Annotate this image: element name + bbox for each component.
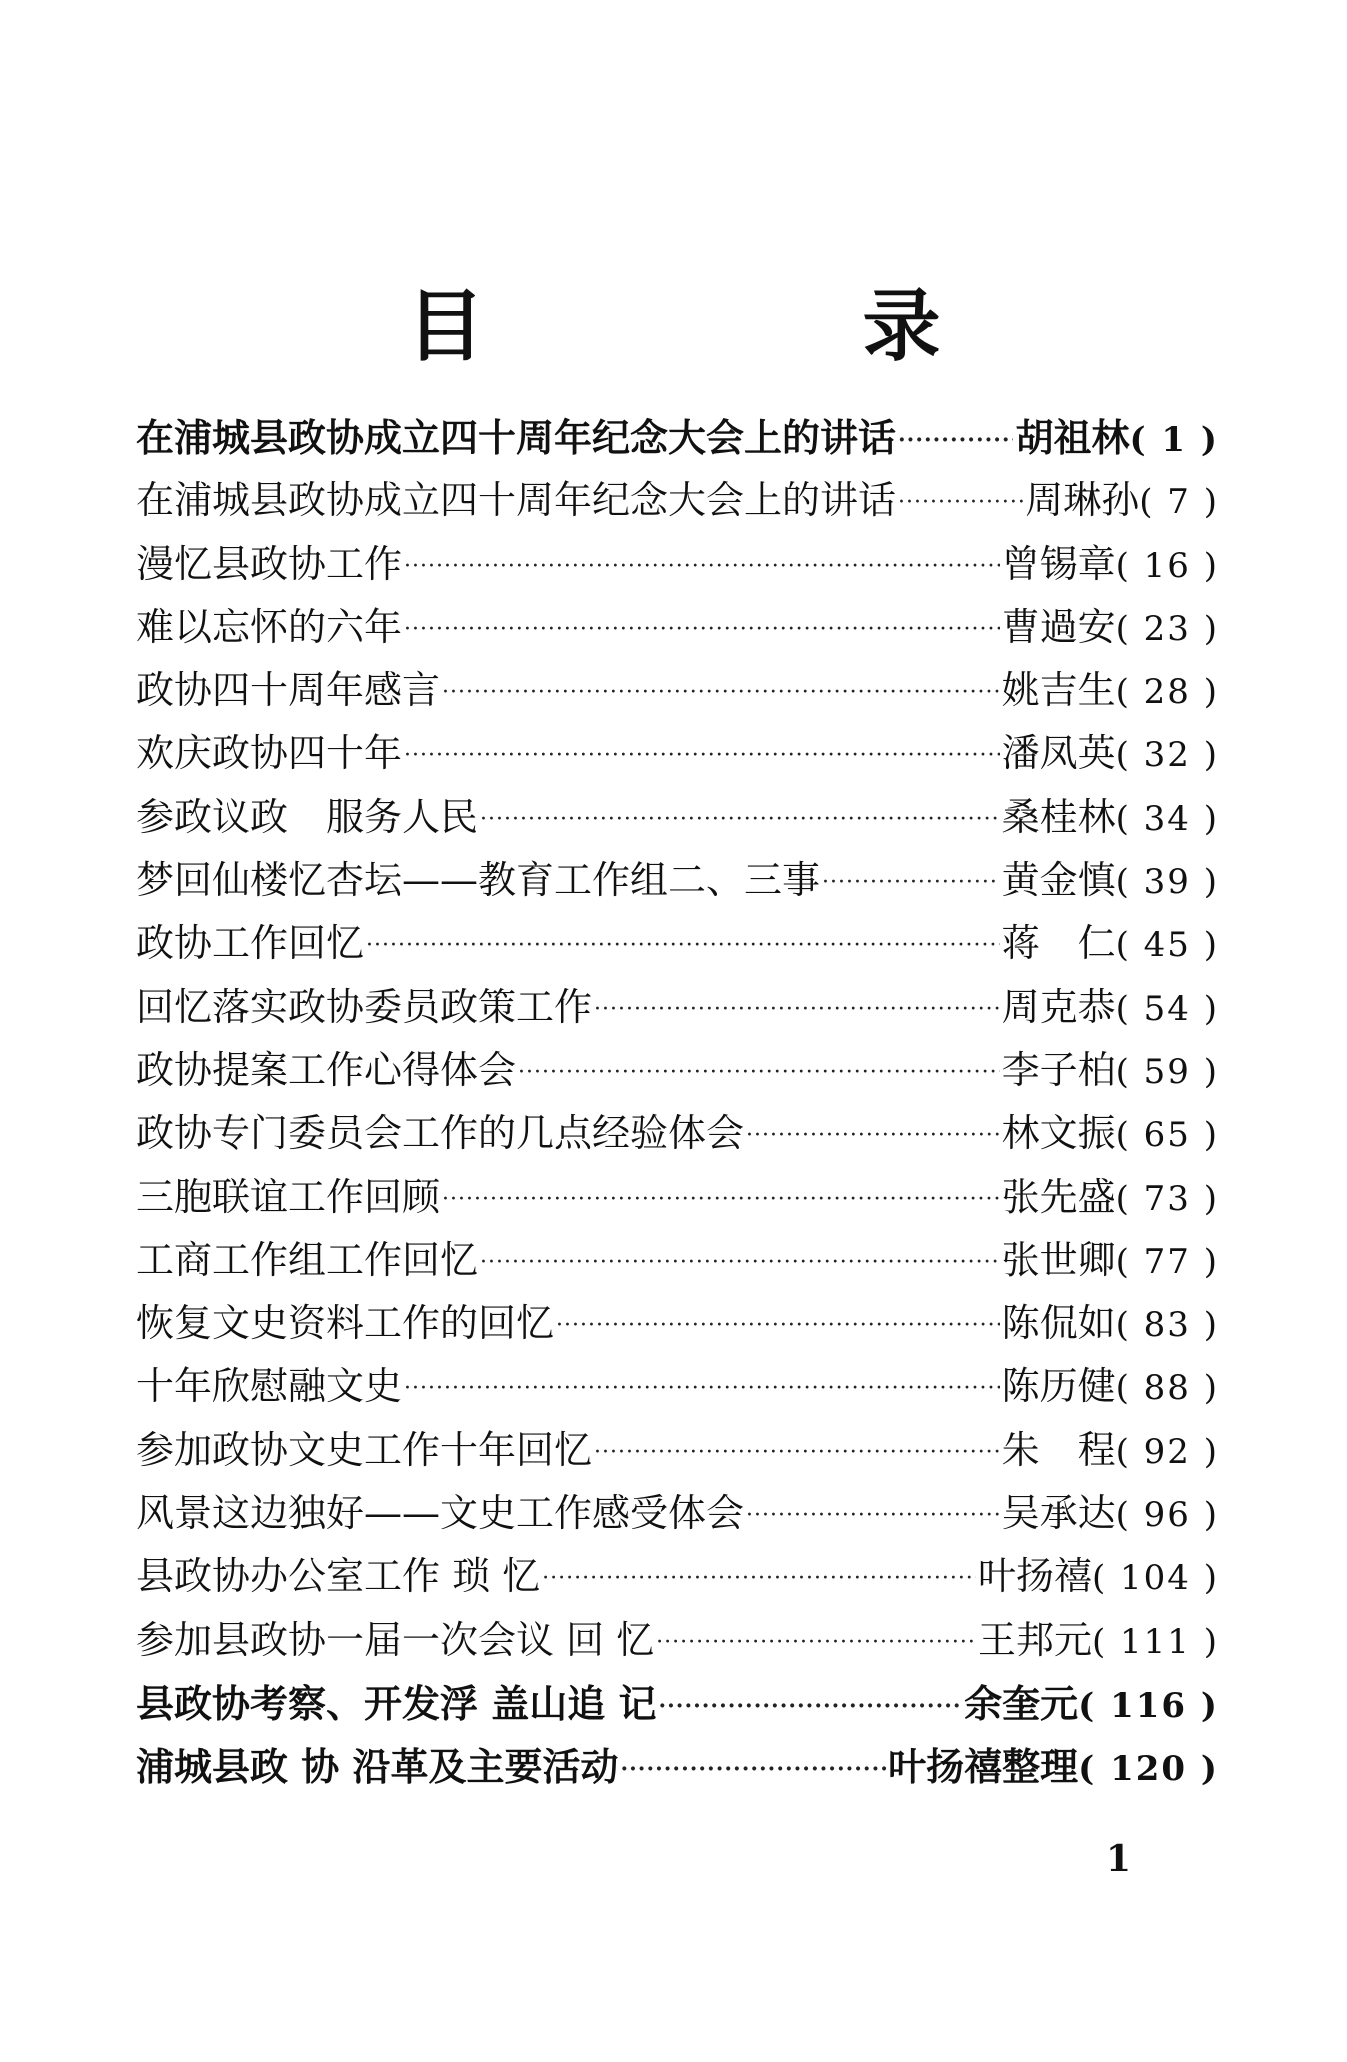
toc-entry <box>136 912 1219 975</box>
toc-entry-page: ( 96 ) <box>1115 1495 1219 1536</box>
toc-entry <box>136 659 1219 722</box>
toc-entry <box>136 1292 1219 1355</box>
page-title: 目 录 <box>406 282 1091 373</box>
toc-entry-title: 漫忆县政协工作 <box>136 541 403 586</box>
toc-entry-author: 余奎元 <box>964 1680 1079 1726</box>
toc-entry <box>136 976 1219 1039</box>
toc-entry-author: 王邦元 <box>977 1617 1092 1662</box>
toc-entry-title: 三胞联谊工作回顾 <box>136 1174 441 1219</box>
toc-entry-author: 潘凤英 <box>1001 731 1116 776</box>
toc-entry-author: 曾锡章 <box>1001 541 1116 586</box>
page-number: 1 <box>1106 1838 1132 1880</box>
toc-entry-title: 风景这边独好——文史工作感受体会 <box>136 1491 745 1536</box>
toc-entry-title: 县政协考察、开发浮 盖山追 记 <box>136 1680 657 1726</box>
toc-entry <box>136 1545 1219 1608</box>
toc-entry-author: 陈历健 <box>1001 1364 1116 1409</box>
toc-dot-leader <box>404 718 1000 787</box>
toc-entry <box>136 469 1219 532</box>
toc-entry-author: 朱 程 <box>1001 1427 1116 1472</box>
toc-entry-title: 回忆落实政协委员政策工作 <box>136 984 593 1029</box>
toc-entry <box>136 849 1219 912</box>
toc-entry-page: ( 111 ) <box>1091 1621 1219 1662</box>
toc-entry-author: 林文振 <box>1001 1111 1116 1156</box>
toc-entry <box>136 1355 1219 1418</box>
toc-entry-page: ( 32 ) <box>1115 735 1219 776</box>
toc-entry-page: ( 116 ) <box>1078 1685 1219 1726</box>
toc-entry <box>136 722 1219 785</box>
toc-entry-author: 李子柏 <box>1001 1047 1116 1092</box>
toc-entry-author: 吴承达 <box>1001 1491 1116 1536</box>
toc-entry-author: 叶扬禧整理 <box>888 1744 1079 1790</box>
toc-entry-title: 政协专门委员会工作的几点经验体会 <box>136 1111 745 1156</box>
toc-entry-title: 参政议政 服务人民 <box>136 794 479 839</box>
toc-entry-page: ( 83 ) <box>1115 1305 1219 1346</box>
toc-dot-leader <box>620 1731 886 1801</box>
toc-entry <box>136 596 1219 659</box>
toc-entry-page: ( 16 ) <box>1115 545 1219 586</box>
toc-entry-page: ( 73 ) <box>1115 1178 1219 1219</box>
toc-entry-author: 周琳孙 <box>1025 478 1140 523</box>
toc-dot-leader <box>518 1035 1000 1104</box>
toc-entry-page: ( 65 ) <box>1115 1115 1219 1156</box>
toc-dot-leader <box>542 1541 976 1610</box>
toc-dot-leader <box>556 1288 1000 1357</box>
toc-entry <box>136 1672 1219 1735</box>
toc-entry-page: ( 59 ) <box>1115 1051 1219 1092</box>
toc-entry-page: ( 39 ) <box>1115 862 1219 903</box>
toc-dot-leader <box>442 1162 1000 1231</box>
toc-entry-page: ( 92 ) <box>1115 1431 1219 1472</box>
toc-entry-title: 十年欣慰融文史 <box>136 1364 403 1409</box>
toc-entry-title: 县政协办公室工作 琐 忆 <box>136 1554 541 1599</box>
toc-dot-leader <box>822 845 1000 914</box>
toc-entry <box>136 1039 1219 1102</box>
toc-entry-page: ( 120 ) <box>1078 1749 1219 1790</box>
toc-entry-page: ( 34 ) <box>1115 798 1219 839</box>
toc-entry-author: 曹過安 <box>1001 604 1116 649</box>
toc-dot-leader <box>746 1098 1000 1167</box>
toc-dot-leader <box>658 1668 962 1738</box>
toc-entry-page: ( 77 ) <box>1115 1241 1219 1282</box>
toc-dot-leader <box>898 465 1023 534</box>
toc-entry <box>136 533 1219 596</box>
toc-dot-leader <box>480 1225 1000 1294</box>
toc-dot-leader <box>594 972 1000 1041</box>
toc-dot-leader <box>746 1478 1000 1547</box>
toc-entry-author: 黄金慎 <box>1001 858 1116 903</box>
toc-dot-leader <box>480 782 1000 851</box>
toc-entry-title: 浦城县政 协 沿革及主要活动 <box>136 1744 619 1790</box>
toc-entry <box>136 1419 1219 1482</box>
toc-entry-title: 政协四十周年感言 <box>136 668 441 713</box>
toc-entry <box>136 1482 1219 1545</box>
toc-entry-title: 参加县政协一届一次会议 回 忆 <box>136 1617 655 1662</box>
toc-entry <box>136 1229 1219 1292</box>
toc-entry-page: ( 104 ) <box>1091 1558 1219 1599</box>
toc-dot-leader <box>442 655 1000 724</box>
toc-entry-page: ( 54 ) <box>1115 988 1219 1029</box>
toc-entry <box>136 1735 1219 1798</box>
toc-entry <box>136 406 1219 469</box>
toc-entry-title: 欢庆政协四十年 <box>136 731 403 776</box>
toc-entry-title: 难以忘怀的六年 <box>136 604 403 649</box>
toc-dot-leader <box>898 402 1013 472</box>
toc-entry-title: 恢复文史资料工作的回忆 <box>136 1301 555 1346</box>
toc-entry-page: ( 28 ) <box>1115 672 1219 713</box>
toc-dot-leader <box>404 592 1000 661</box>
toc-entry <box>136 1609 1219 1672</box>
toc-entry-page: ( 7 ) <box>1139 482 1219 523</box>
toc-entry-page: ( 23 ) <box>1115 608 1219 649</box>
toc-entry-author: 姚吉生 <box>1001 668 1116 713</box>
toc-entry-title: 政协工作回忆 <box>136 921 365 966</box>
toc-entry-author: 叶扬禧 <box>977 1554 1092 1599</box>
toc-dot-leader <box>404 1351 1000 1420</box>
toc-entry-author: 蒋 仁 <box>1001 921 1116 966</box>
toc-entry-title: 参加政协文史工作十年回忆 <box>136 1427 593 1472</box>
toc-dot-leader <box>656 1605 976 1674</box>
toc-dot-leader <box>404 529 1000 598</box>
toc-dot-leader <box>594 1415 1000 1484</box>
toc-entry-title: 在浦城县政协成立四十周年纪念大会上的讲话 <box>136 415 897 460</box>
toc-entry <box>136 786 1219 849</box>
table-of-contents <box>136 406 1219 1799</box>
toc-dot-leader <box>366 908 1000 977</box>
toc-entry-title: 在浦城县政协成立四十周年纪念大会上的讲话 <box>136 478 897 523</box>
toc-entry-title: 政协提案工作心得体会 <box>136 1047 517 1092</box>
toc-entry-author: 陈侃如 <box>1001 1301 1116 1346</box>
toc-entry <box>136 1102 1219 1165</box>
toc-entry <box>136 1166 1219 1229</box>
toc-entry-title: 工商工作组工作回忆 <box>136 1237 479 1282</box>
toc-entry-author: 胡祖林 <box>1015 415 1130 460</box>
toc-entry-author: 桑桂林 <box>1001 794 1116 839</box>
toc-entry-author: 张先盛 <box>1001 1174 1116 1219</box>
toc-entry-page: ( 1 ) <box>1129 420 1219 460</box>
toc-entry-title: 梦回仙楼忆杏坛——教育工作组二、三事 <box>136 858 821 903</box>
toc-entry-author: 周克恭 <box>1001 984 1116 1029</box>
toc-entry-page: ( 88 ) <box>1115 1368 1219 1409</box>
toc-entry-page: ( 45 ) <box>1115 925 1219 966</box>
toc-entry-author: 张世卿 <box>1001 1237 1116 1282</box>
